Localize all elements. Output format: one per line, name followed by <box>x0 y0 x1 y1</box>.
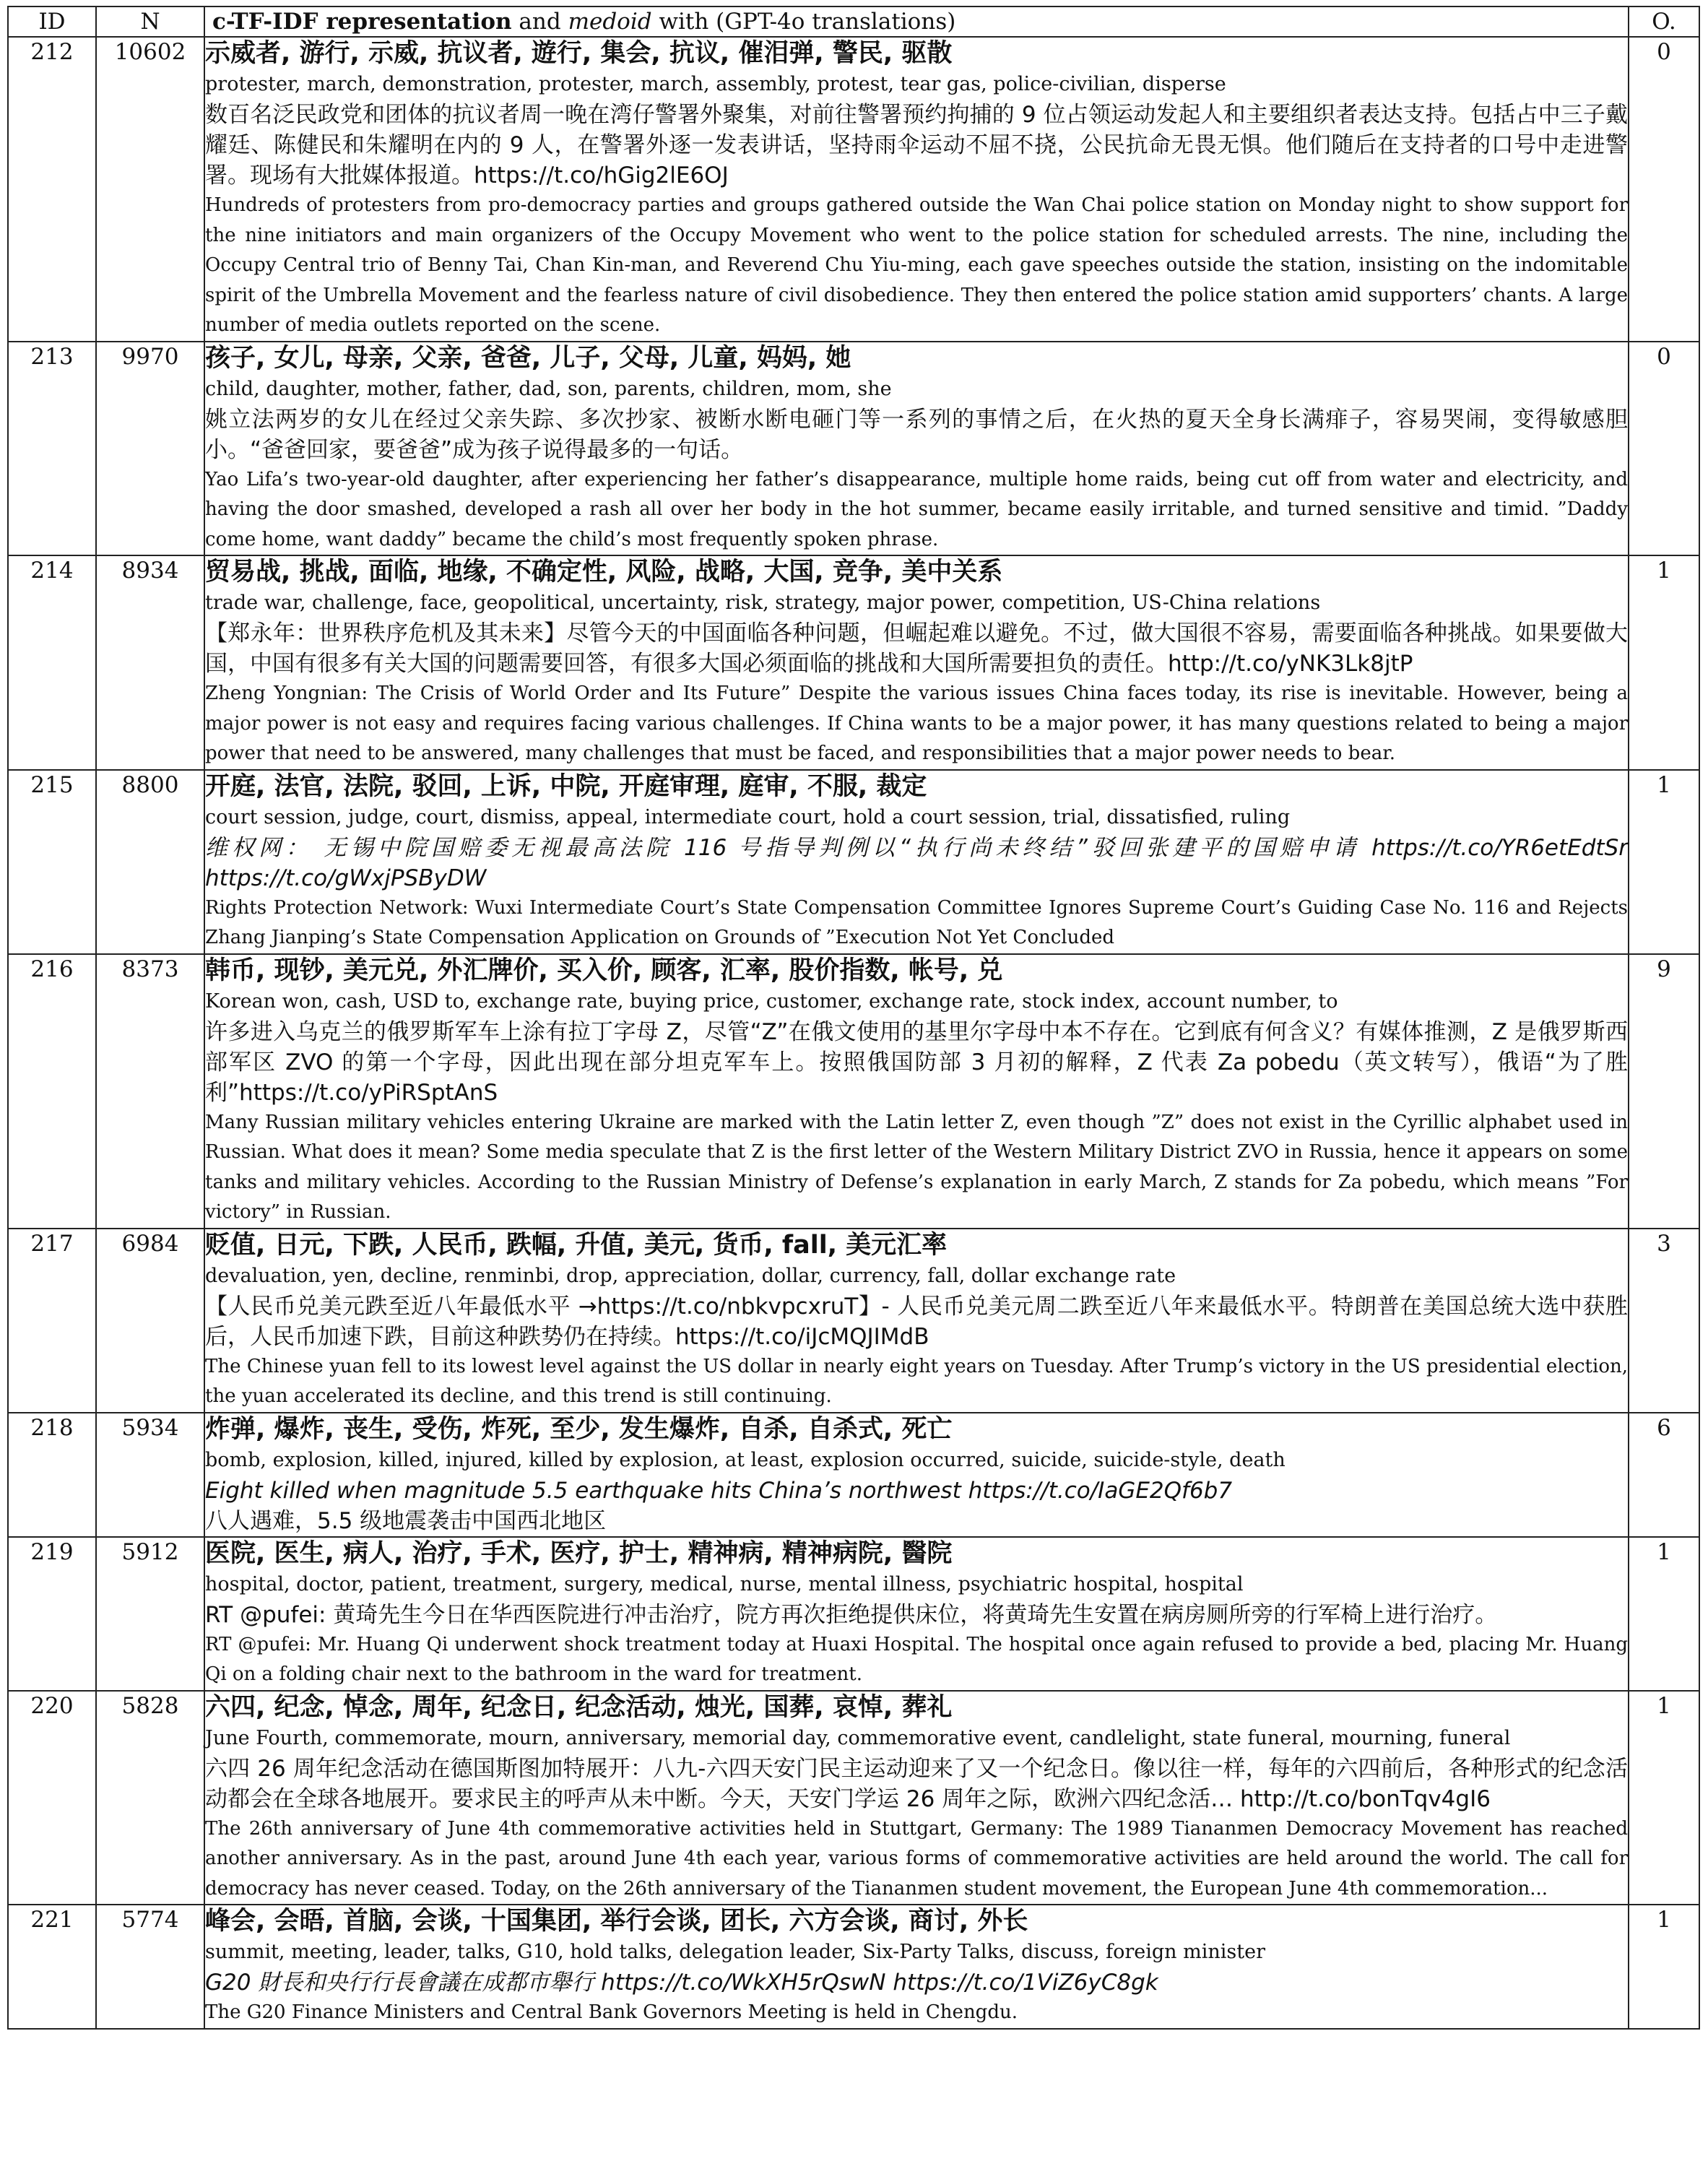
medoid-translation: Hundreds of protesters from pro-democracy parties and groups gathered outside the Wan Chai police station on Monday night to show support for the nine initiators and main organizers of the Occupy Movement who went to the police station for scheduled arrests. The nine, including the Occupy Central trio of Benny Tai, Chan Kin-man, and Reverend Chu Yiu-ming, each gave speeches outside the station, insisting on the indomitable spirit of the Umbrella Movement and the fearless nature of civil disobedience. They then entered the police station amid supporters’ chants. A large number of media outlets reported on the scene. <box>205 194 1628 336</box>
topic-representation <box>204 954 1629 1229</box>
topic-o: 0 <box>1629 342 1699 556</box>
header-o: O. <box>1629 7 1699 37</box>
topic-count: 10602 <box>96 37 204 342</box>
keywords-zh: 炸弹, 爆炸, 丧生, 受伤, 炸死, 至少, 发生爆炸, 自杀, 自杀式, 死亡 <box>205 1414 953 1444</box>
topic-count: 8800 <box>96 770 204 954</box>
topic-count: 5774 <box>96 1905 204 2029</box>
keywords-en: Korean won, cash, USD to, exchange rate, buying price, customer, exchange rate, stock index, account number, to <box>205 989 1338 1013</box>
table-row <box>8 1691 1699 1905</box>
medoid-translation: Yao Lifa’s two-year-old daughter, after experiencing her father’s disappearance, multiple home raids, being cut off from water and electricity, and having the door smashed, developed a rash all over her body in the hot summer, became easily irritable, and turned sensitive and timid. ”Daddy come home, want daddy” became the child’s most frequently spoken phrase. <box>205 468 1628 550</box>
header-n: N <box>96 7 204 37</box>
header-medoid: medoid <box>568 9 652 35</box>
keywords-zh: 韩币, 现钞, 美元兑, 外汇牌价, 买入价, 顾客, 汇率, 股价指数, 帐号, 兑 <box>205 956 1003 985</box>
topic-count: 8934 <box>96 555 204 770</box>
topic-id: 220 <box>8 1691 96 1905</box>
topic-o: 1 <box>1629 1691 1699 1905</box>
keywords-zh: 贬值, 日元, 下跌, 人民币, 跌幅, 升值, 美元, 货币, fall, 美元汇率 <box>205 1230 948 1260</box>
header-id: ID <box>8 7 96 37</box>
topic-count: 5828 <box>96 1691 204 1905</box>
header-and: and <box>511 9 568 35</box>
topic-id: 217 <box>8 1229 96 1413</box>
header-rest: with (GPT-4o translations) <box>651 9 956 35</box>
medoid-original: 维权网： 无锡中院国赔委无视最高法院 116 号指导判例以“执行尚未终结”驳回张建平的国赔申请 https://t.co/YR6etEdtSr https://t.co/gWxjPSByDW <box>205 834 1628 891</box>
keywords-zh: 贸易战, 挑战, 面临, 地缘, 不确定性, 风险, 战略, 大国, 竞争, 美中关系 <box>205 558 1003 586</box>
topic-id: 212 <box>8 37 96 342</box>
table-row <box>8 37 1699 342</box>
topic-o: 1 <box>1629 1905 1699 2029</box>
medoid-original: 姚立法两岁的女儿在经过父亲失踪、多次抄家、被断水断电砸门等一系列的事情之后，在火热的夏天全身长满痱子，容易哭闹，变得敏感胆小。“爸爸回家，要爸爸”成为孩子说得最多的一句话。 <box>205 406 1628 463</box>
topic-o: 6 <box>1629 1413 1699 1537</box>
topic-representation <box>204 1905 1629 2029</box>
keywords-en: child, daughter, mother, father, dad, son, parents, children, mom, she <box>205 377 892 400</box>
topic-id: 216 <box>8 954 96 1229</box>
header-representation <box>204 7 1629 37</box>
topic-id: 215 <box>8 770 96 954</box>
medoid-original: RT @pufei: 黄琦先生今日在华西医院进行冲击治疗，院方再次拒绝提供床位，将黄琦先生安置在病房厕所旁的行军椅上进行治疗。 <box>205 1601 1498 1628</box>
keywords-zh: 医院, 医生, 病人, 治疗, 手术, 医疗, 护士, 精神病, 精神病院, 醫院 <box>205 1538 953 1568</box>
medoid-translation: The G20 Finance Ministers and Central Bank Governors Meeting is held in Chengdu. <box>205 2001 1018 2023</box>
topic-count: 9970 <box>96 342 204 556</box>
topic-o: 1 <box>1629 770 1699 954</box>
keywords-zh: 峰会, 会晤, 首脑, 会谈, 十国集团, 举行会谈, 团长, 六方会谈, 商讨, 外长 <box>205 1907 1028 1936</box>
topic-representation <box>204 1229 1629 1413</box>
keywords-en: protester, march, demonstration, protester, march, assembly, protest, tear gas, police-civilian, disperse <box>205 73 1226 95</box>
medoid-original: 【人民币兑美元跌至近八年最低水平 →https://t.co/nbkvpcxruT】- 人民币兑美元周二跌至近八年来最低水平。特朗普在美国总统大选中获胜后，人民币加速下跌，目前这种跌势仍在持续。https://t.co/iJcMQJIMdB <box>205 1293 1628 1350</box>
medoid-translation: Many Russian military vehicles entering Ukraine are marked with the Latin letter Z, even though ”Z” does not exist in the Cyrillic alphabet used in Russian. What does it mean? Some media speculate that Z is the first letter of the Western Military District ZVO in Russia, hence it appears on some tanks and military vehicles. According to the Russian Ministry of Defense’s explanation in early March, Z stands for Za pobedu, which means ”For victory” in Russian. <box>205 1111 1628 1223</box>
header-ctfidf: c-TF-IDF representation <box>212 9 512 35</box>
keywords-en: hospital, doctor, patient, treatment, surgery, medical, nurse, mental illness, psychiatric hospital, hospital <box>205 1572 1244 1595</box>
table-row <box>8 770 1699 954</box>
keywords-en: June Fourth, commemorate, mourn, anniversary, memorial day, commemorative event, candlelight, state funeral, mourning, funeral <box>205 1726 1511 1749</box>
medoid-translation: 八人遇难，5.5 级地震袭击中国西北地区 <box>205 1507 607 1534</box>
keywords-en: court session, judge, court, dismiss, appeal, intermediate court, hold a court session, trial, dissatisfied, ruling <box>205 805 1291 828</box>
medoid-original: 许多进入乌克兰的俄罗斯军车上涂有拉丁字母 Z，尽管“Z”在俄文使用的基里尔字母中本不存在。它到底有何含义？有媒体推测，Z 是俄罗斯西部军区 ZVO 的第一个字母，因此出现在部分坦克军车上。按照俄国防部 3 月初的解释，Z 代表 Za pobedu（英文转写），俄语“为了胜利”https://t.co/yPiRSptAnS <box>205 1018 1628 1106</box>
topic-representation <box>204 342 1629 556</box>
topic-o: 9 <box>1629 954 1699 1229</box>
table-row <box>8 555 1699 770</box>
table-header-row <box>8 7 1699 37</box>
topic-representation <box>204 770 1629 954</box>
table-row <box>8 1905 1699 2029</box>
medoid-translation: The 26th anniversary of June 4th commemorative activities held in Stuttgart, Germany: The 1989 Tiananmen Democracy Movement has reached another anniversary. As in the past, around June 4th each year, various forms of commemorative activities are held around the world. The call for democracy has never ceased. Today, on the 26th anniversary of the Tiananmen student movement, the European June 4th commemoration... <box>205 1817 1628 1900</box>
topic-representation <box>204 555 1629 770</box>
keywords-zh: 示威者, 游行, 示威, 抗议者, 遊行, 集会, 抗议, 催泪弹, 警民, 驱散 <box>205 39 953 68</box>
topic-count: 8373 <box>96 954 204 1229</box>
medoid-translation: Rights Protection Network: Wuxi Intermediate Court’s State Compensation Committee Ignores Supreme Court’s Guiding Case No. 116 and Rejects Zhang Jianping’s State Compensation Application on Grounds of ”Execution Not Yet Concluded <box>205 896 1628 948</box>
topic-count: 5912 <box>96 1537 204 1691</box>
table-row <box>8 1413 1699 1537</box>
keywords-en: devaluation, yen, decline, renminbi, drop, appreciation, dollar, currency, fall, dollar exchange rate <box>205 1264 1176 1287</box>
topic-o: 1 <box>1629 1537 1699 1691</box>
topic-o: 0 <box>1629 37 1699 342</box>
table-row <box>8 342 1699 556</box>
topic-representation <box>204 1413 1629 1537</box>
topic-representation <box>204 1537 1629 1691</box>
medoid-translation: Zheng Yongnian: The Crisis of World Order and Its Future” Despite the various issues China faces today, its rise is inevitable. However, being a major power is not easy and requires facing various challenges. If China wants to be a major power, it has many questions related to being a major power that need to be answered, many challenges that must be faced, and responsibilities that a major power needs to bear. <box>205 683 1628 764</box>
keywords-zh: 开庭, 法官, 法院, 驳回, 上诉, 中院, 开庭审理, 庭审, 不服, 裁定 <box>205 771 927 801</box>
medoid-original: 数百名泛民政党和团体的抗议者周一晚在湾仔警署外聚集，对前往警署预约拘捕的 9 位占领运动发起人和主要组织者表达支持。包括占中三子戴耀廷、陈健民和朱耀明在内的 9 人，在警署外逐一发表讲话，坚持雨伞运动不屈不挠，公民抗命无畏无惧。他们随后在支持者的口号中走进警署。现场有大批媒体报道。https://t.co/hGig2lE6OJ <box>205 102 1628 189</box>
table-row <box>8 1537 1699 1691</box>
topic-representation <box>204 37 1629 342</box>
topic-o: 1 <box>1629 555 1699 770</box>
topic-id: 218 <box>8 1413 96 1537</box>
topic-id: 213 <box>8 342 96 556</box>
topic-count: 5934 <box>96 1413 204 1537</box>
table-row <box>8 1229 1699 1413</box>
medoid-translation: The Chinese yuan fell to its lowest level against the US dollar in nearly eight years on Tuesday. After Trump’s victory in the US presidential election, the yuan accelerated its decline, and this trend is still continuing. <box>205 1355 1628 1407</box>
keywords-en: summit, meeting, leader, talks, G10, hold talks, delegation leader, Six-Party Talks, discuss, foreign minister <box>205 1941 1265 1963</box>
topic-id: 214 <box>8 555 96 770</box>
topic-id: 219 <box>8 1537 96 1691</box>
topic-id: 221 <box>8 1905 96 2029</box>
medoid-original: 【郑永年：世界秩序危机及其未来】尽管今天的中国面临各种问题，但崛起难以避免。不过，做大国很不容易，需要面临各种挑战。如果要做大国，中国有很多有关大国的问题需要回答，有很多大国必须面临的挑战和大国所需要担负的责任。http://t.co/yNK3Lk8jtP <box>205 620 1628 677</box>
topic-representation <box>204 1691 1629 1905</box>
topic-count: 6984 <box>96 1229 204 1413</box>
topic-table <box>7 6 1700 2030</box>
keywords-en: trade war, challenge, face, geopolitical, uncertainty, risk, strategy, major power, competition, US-China relations <box>205 592 1321 614</box>
keywords-zh: 六四, 纪念, 悼念, 周年, 纪念日, 纪念活动, 烛光, 国葬, 哀悼, 葬礼 <box>205 1692 953 1722</box>
topic-o: 3 <box>1629 1229 1699 1413</box>
keywords-en: bomb, explosion, killed, injured, killed by explosion, at least, explosion occurred, suicide, suicide-style, death <box>205 1448 1286 1471</box>
medoid-original: 六四 26 周年纪念活动在德国斯图加特展开：八九-六四天安门民主运动迎来了又一个纪念日。像以往一样，每年的六四前后，各种形式的纪念活动都会在全球各地展开。要求民主的呼声从未中断。今天，天安门学运 26 周年之际，欧洲六四纪念活… http://t.co/bonTqv4gI6 <box>205 1755 1628 1812</box>
medoid-original: Eight killed when magnitude 5.5 earthquake hits China’s northwest https://t.co/IaGE2Qf6b7 <box>205 1477 1233 1504</box>
medoid-original: G20 財長和央行行長會議在成都市舉行 https://t.co/WkXH5rQswN https://t.co/1ViZ6yC8gk <box>205 1970 1158 1996</box>
keywords-zh: 孩子, 女儿, 母亲, 父亲, 爸爸, 儿子, 父母, 儿童, 妈妈, 她 <box>205 343 851 373</box>
table-row <box>8 954 1699 1229</box>
medoid-translation: RT @pufei: Mr. Huang Qi underwent shock treatment today at Huaxi Hospital. The hospital once again refused to provide a bed, placing Mr. Huang Qi on a folding chair next to the bathroom in the ward for treatment. <box>205 1633 1628 1685</box>
